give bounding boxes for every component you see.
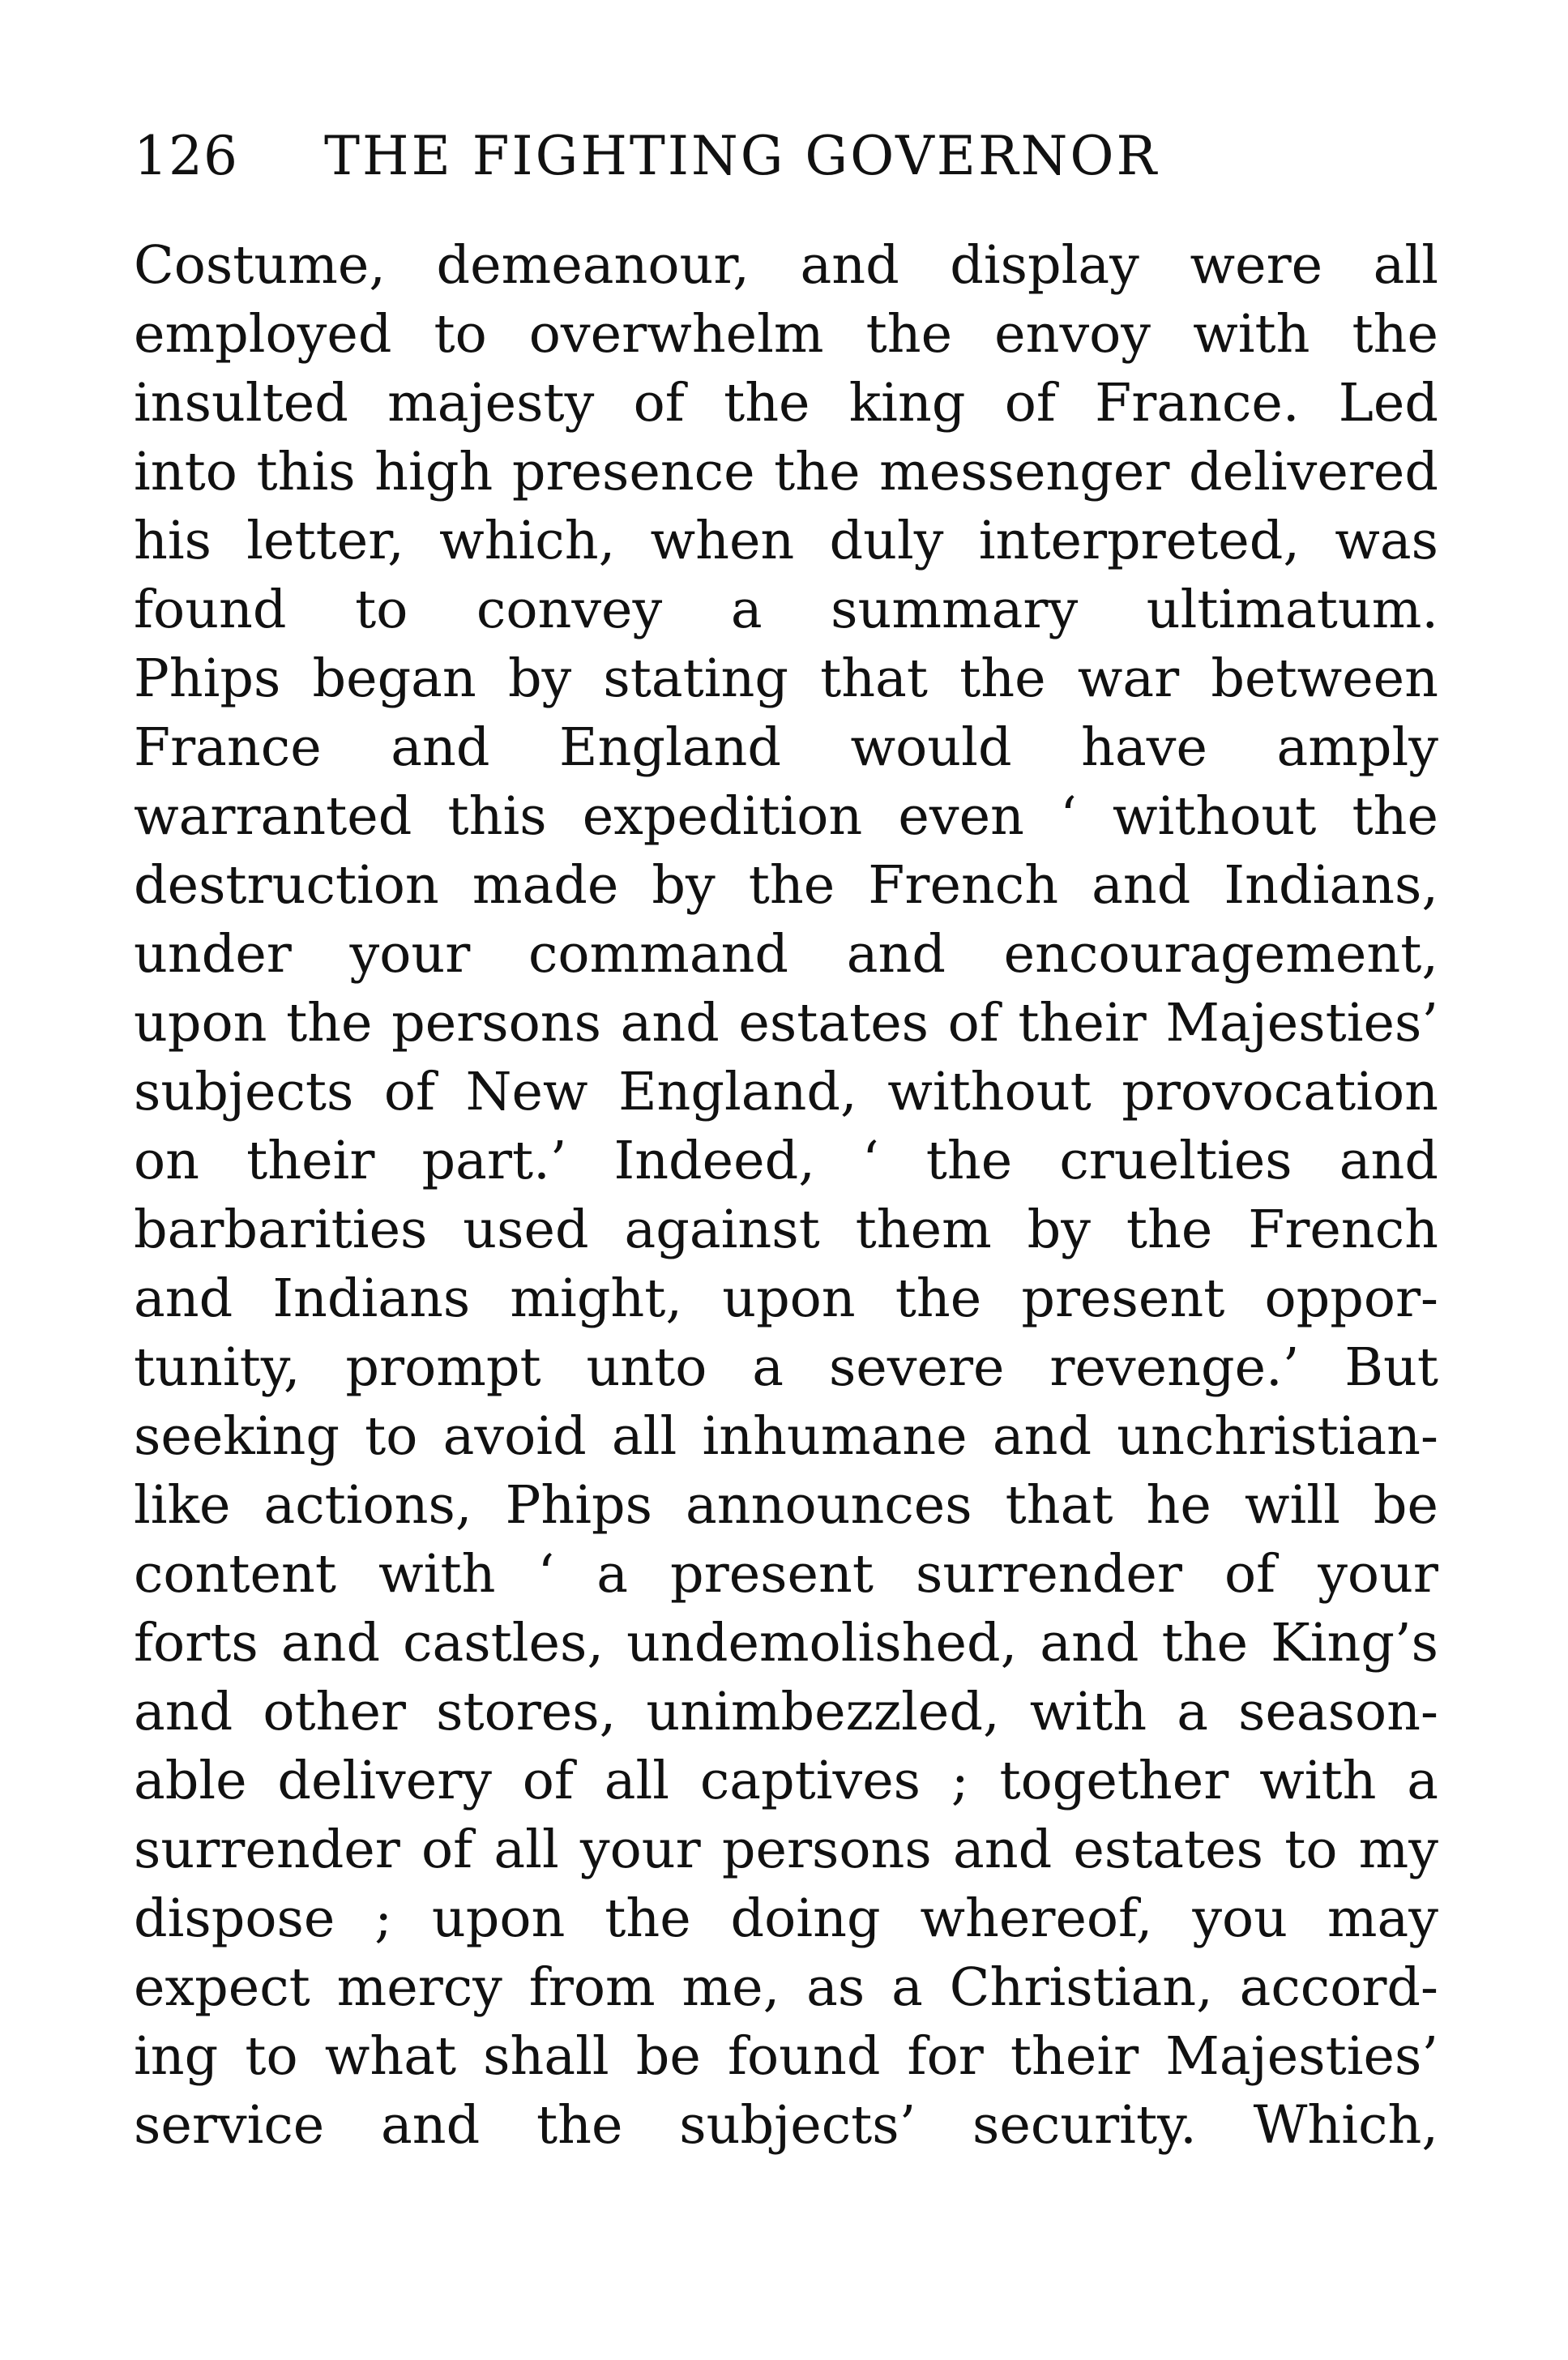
text-line: tunity, prompt unto a severe revenge.’ But xyxy=(134,1337,1438,1398)
text-line: Phips began by stating that the war between xyxy=(134,648,1438,709)
text-line: insulted majesty of the king of France. Led xyxy=(134,373,1438,434)
text-line: his letter, which, when duly interpreted, was xyxy=(134,511,1438,571)
page-number: 126 xyxy=(134,125,238,187)
text-line: forts and castles, undemolished, and the King’s xyxy=(134,1613,1438,1674)
text-line: and other stores, unimbezzled, with a season- xyxy=(134,1682,1438,1742)
text-line: content with ‘ a present surrender of your xyxy=(134,1544,1438,1605)
text-line: barbarities used against them by the French xyxy=(134,1199,1438,1260)
text-line: expect mercy from me, as a Christian, accord- xyxy=(134,1957,1438,2018)
text-line: under your command and encouragement, xyxy=(134,924,1438,985)
text-line: France and England would have amply xyxy=(134,717,1438,778)
text-line: like actions, Phips announces that he will be xyxy=(134,1475,1438,1536)
text-line: subjects of New England, without provocation xyxy=(134,1062,1438,1122)
text-line: service and the subjects’ security. Which, xyxy=(134,2095,1438,2156)
body-text xyxy=(134,231,1438,2160)
text-line: seeking to avoid all inhumane and unchristian- xyxy=(134,1406,1438,1467)
text-line: destruction made by the French and Indians, xyxy=(134,855,1438,916)
running-title: THE FIGHTING GOVERNOR xyxy=(324,125,1160,187)
text-line: employed to overwhelm the envoy with the xyxy=(134,304,1438,365)
text-line: dispose ; upon the doing whereof, you may xyxy=(134,1888,1438,1949)
text-line: upon the persons and estates of their Majesties’ xyxy=(134,993,1438,1054)
text-line: and Indians might, upon the present oppor- xyxy=(134,1268,1438,1329)
text-line: surrender of all your persons and estates to my xyxy=(134,1819,1438,1880)
text-line: able delivery of all captives ; together with a xyxy=(134,1751,1438,1811)
text-line: warranted this expedition even ‘ without the xyxy=(134,786,1438,847)
text-line: on their part.’ Indeed, ‘ the cruelties and xyxy=(134,1131,1438,1191)
text-line: Costume, demeanour, and display were all xyxy=(134,235,1438,296)
text-line: into this high presence the messenger delivered xyxy=(134,442,1438,502)
text-line: found to convey a summary ultimatum. xyxy=(134,579,1438,640)
text-line: ing to what shall be found for their Majesties’ xyxy=(134,2026,1438,2087)
running-head xyxy=(134,120,1438,193)
